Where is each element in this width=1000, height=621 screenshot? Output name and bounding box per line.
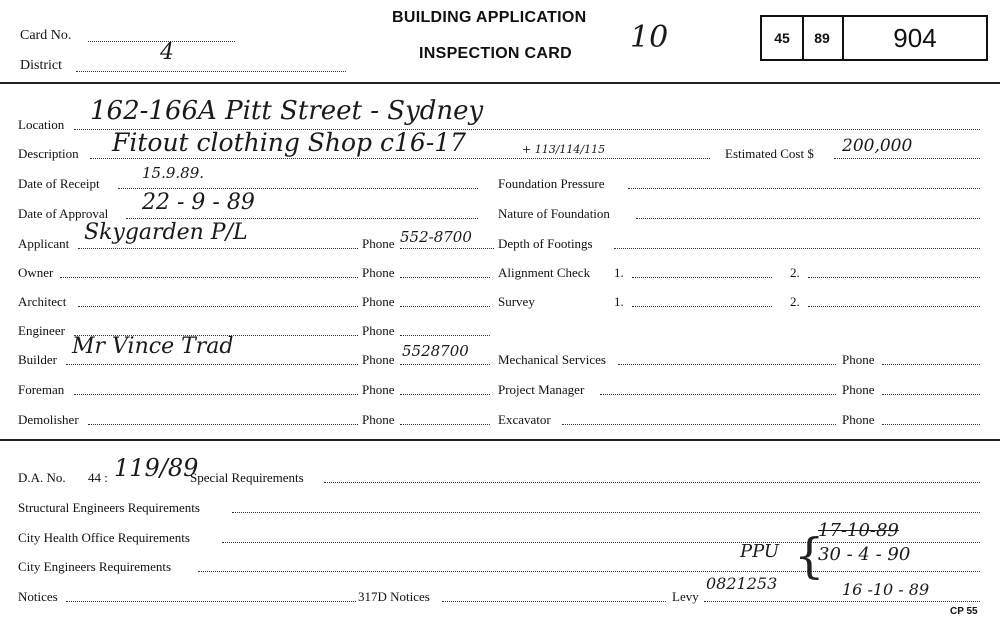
demolisher-dotline	[88, 424, 358, 425]
foreman-phone-dotline	[400, 394, 490, 395]
applicant-phone-dotline	[400, 248, 494, 249]
architect-label: Architect	[18, 294, 67, 309]
applicant-phone-label: Phone	[362, 236, 395, 251]
levy-date: 16 -10 - 89	[842, 580, 930, 599]
architect-phone-label: Phone	[362, 294, 395, 309]
foundation-pressure-label: Foundation Pressure	[498, 176, 605, 191]
date-of-approval-value: 22 - 9 - 89	[142, 190, 255, 215]
levy-label: Levy	[672, 589, 699, 604]
owner-phone-label: Phone	[362, 265, 395, 280]
health-requirements-dotline	[222, 542, 980, 543]
card-no-label: Card No.	[20, 28, 72, 43]
architect-dotline	[78, 306, 358, 307]
architect-phone-dotline	[400, 306, 490, 307]
project-manager-label: Project Manager	[498, 382, 585, 397]
reference-cell-1: 45	[762, 17, 804, 59]
nature-of-foundation-dotline	[636, 218, 980, 219]
date-of-approval-label: Date of Approval	[18, 206, 109, 221]
alignment-check-opt2: 2.	[790, 265, 800, 280]
structural-requirements-label: Structural Engineers Requirements	[18, 500, 200, 515]
engineer-label: Engineer	[18, 323, 65, 338]
applicant-phone-value: 552-8700	[400, 228, 472, 246]
project-manager-phone-dotline	[882, 394, 980, 395]
foundation-pressure-dotline	[628, 188, 980, 189]
excavator-label: Excavator	[498, 412, 551, 427]
project-manager-phone-label: Phone	[842, 382, 875, 397]
da-no-label: D.A. No.	[18, 470, 66, 485]
reference-cell-3: 904	[893, 23, 937, 53]
builder-phone-value: 5528700	[402, 342, 469, 360]
survey-label: Survey	[498, 294, 535, 309]
nature-of-foundation-label: Nature of Foundation	[498, 206, 610, 221]
demolisher-label: Demolisher	[18, 412, 79, 427]
survey-opt1: 1.	[614, 294, 624, 309]
depth-of-footings-label: Depth of Footings	[498, 236, 593, 251]
demolisher-phone-label: Phone	[362, 412, 395, 427]
notices-label: Notices	[18, 589, 58, 604]
alignment-check-opt1: 1.	[614, 265, 624, 280]
owner-phone-dotline	[400, 277, 490, 278]
description-value: Fitout clothing Shop c16-17	[112, 128, 467, 157]
middle-rule	[0, 439, 1000, 441]
header-rule	[0, 82, 1000, 84]
title-handwritten-note: 10	[630, 20, 669, 55]
form-code: CP 55	[950, 606, 978, 617]
mechanical-services-label: Mechanical Services	[498, 352, 606, 367]
alignment-check-dotline2	[808, 277, 980, 278]
mechanical-services-phone-dotline	[882, 364, 980, 365]
notices-317d-label: 317D Notices	[358, 589, 430, 604]
foreman-phone-label: Phone	[362, 382, 395, 397]
levy-dotline	[704, 601, 980, 602]
alignment-check-dotline1	[632, 277, 772, 278]
depth-of-footings-dotline	[614, 248, 980, 249]
mechanical-services-dotline	[618, 364, 836, 365]
date-of-receipt-value: 15.9.89.	[142, 164, 205, 182]
project-manager-dotline	[600, 394, 836, 395]
da-no-value: 119/89	[114, 454, 199, 482]
ppu-date-2: 30 - 4 - 90	[818, 544, 911, 565]
health-requirements-label: City Health Office Requirements	[18, 530, 190, 545]
district-label: District	[20, 58, 62, 73]
builder-label: Builder	[18, 352, 57, 367]
location-label: Location	[18, 117, 65, 132]
engineer-phone-label: Phone	[362, 323, 395, 338]
estimated-cost-value: 200,000	[842, 136, 913, 156]
date-of-receipt-dotline	[118, 188, 478, 189]
levy-value: 0821253	[706, 574, 778, 593]
ppu-date-1: 17-10-89	[818, 520, 899, 541]
demolisher-phone-dotline	[400, 424, 490, 425]
builder-value: Mr Vince Trad	[72, 334, 234, 359]
owner-dotline	[60, 277, 358, 278]
foreman-label: Foreman	[18, 382, 65, 397]
structural-requirements-dotline	[232, 512, 980, 513]
estimated-cost-dotline	[834, 158, 980, 159]
da-no-prefix: 44 :	[88, 470, 108, 485]
builder-phone-label: Phone	[362, 352, 395, 367]
survey-dotline1	[632, 306, 772, 307]
district-value: 4	[160, 40, 174, 65]
survey-opt2: 2.	[790, 294, 800, 309]
excavator-dotline	[562, 424, 836, 425]
excavator-phone-dotline	[882, 424, 980, 425]
applicant-value: Skygarden P/L	[84, 220, 248, 245]
estimated-cost-label: Estimated Cost $	[725, 146, 814, 161]
special-requirements-label: Special Requirements	[190, 470, 304, 485]
applicant-label: Applicant	[18, 236, 70, 251]
reference-box	[760, 15, 988, 61]
date-of-receipt-label: Date of Receipt	[18, 176, 100, 191]
location-value: 162-166A Pitt Street - Sydney	[90, 96, 484, 126]
title-line1: BUILDING APPLICATION	[392, 9, 587, 26]
reference-cell-2: 89	[802, 17, 844, 59]
description-note: + 113/114/115	[522, 143, 606, 156]
district-dotline	[76, 71, 346, 72]
applicant-dotline	[78, 248, 358, 249]
ppu-label: PPU	[740, 541, 780, 562]
title-line2: INSPECTION CARD	[419, 45, 572, 62]
notices-dotline	[66, 601, 356, 602]
mechanical-services-phone-label: Phone	[842, 352, 875, 367]
city-engineers-dotline	[198, 571, 980, 572]
special-requirements-dotline	[324, 482, 980, 483]
description-dotline	[90, 158, 710, 159]
engineer-phone-dotline	[400, 335, 490, 336]
city-engineers-label: City Engineers Requirements	[18, 559, 172, 574]
foreman-dotline	[74, 394, 358, 395]
builder-dotline	[66, 364, 358, 365]
date-of-approval-dotline	[126, 218, 478, 219]
notices-317d-dotline	[442, 601, 666, 602]
alignment-check-label: Alignment Check	[498, 265, 591, 280]
ppu-brace: {	[794, 528, 825, 584]
owner-label: Owner	[18, 265, 54, 280]
description-label: Description	[18, 146, 79, 161]
excavator-phone-label: Phone	[842, 412, 875, 427]
survey-dotline2	[808, 306, 980, 307]
builder-phone-dotline	[400, 364, 490, 365]
